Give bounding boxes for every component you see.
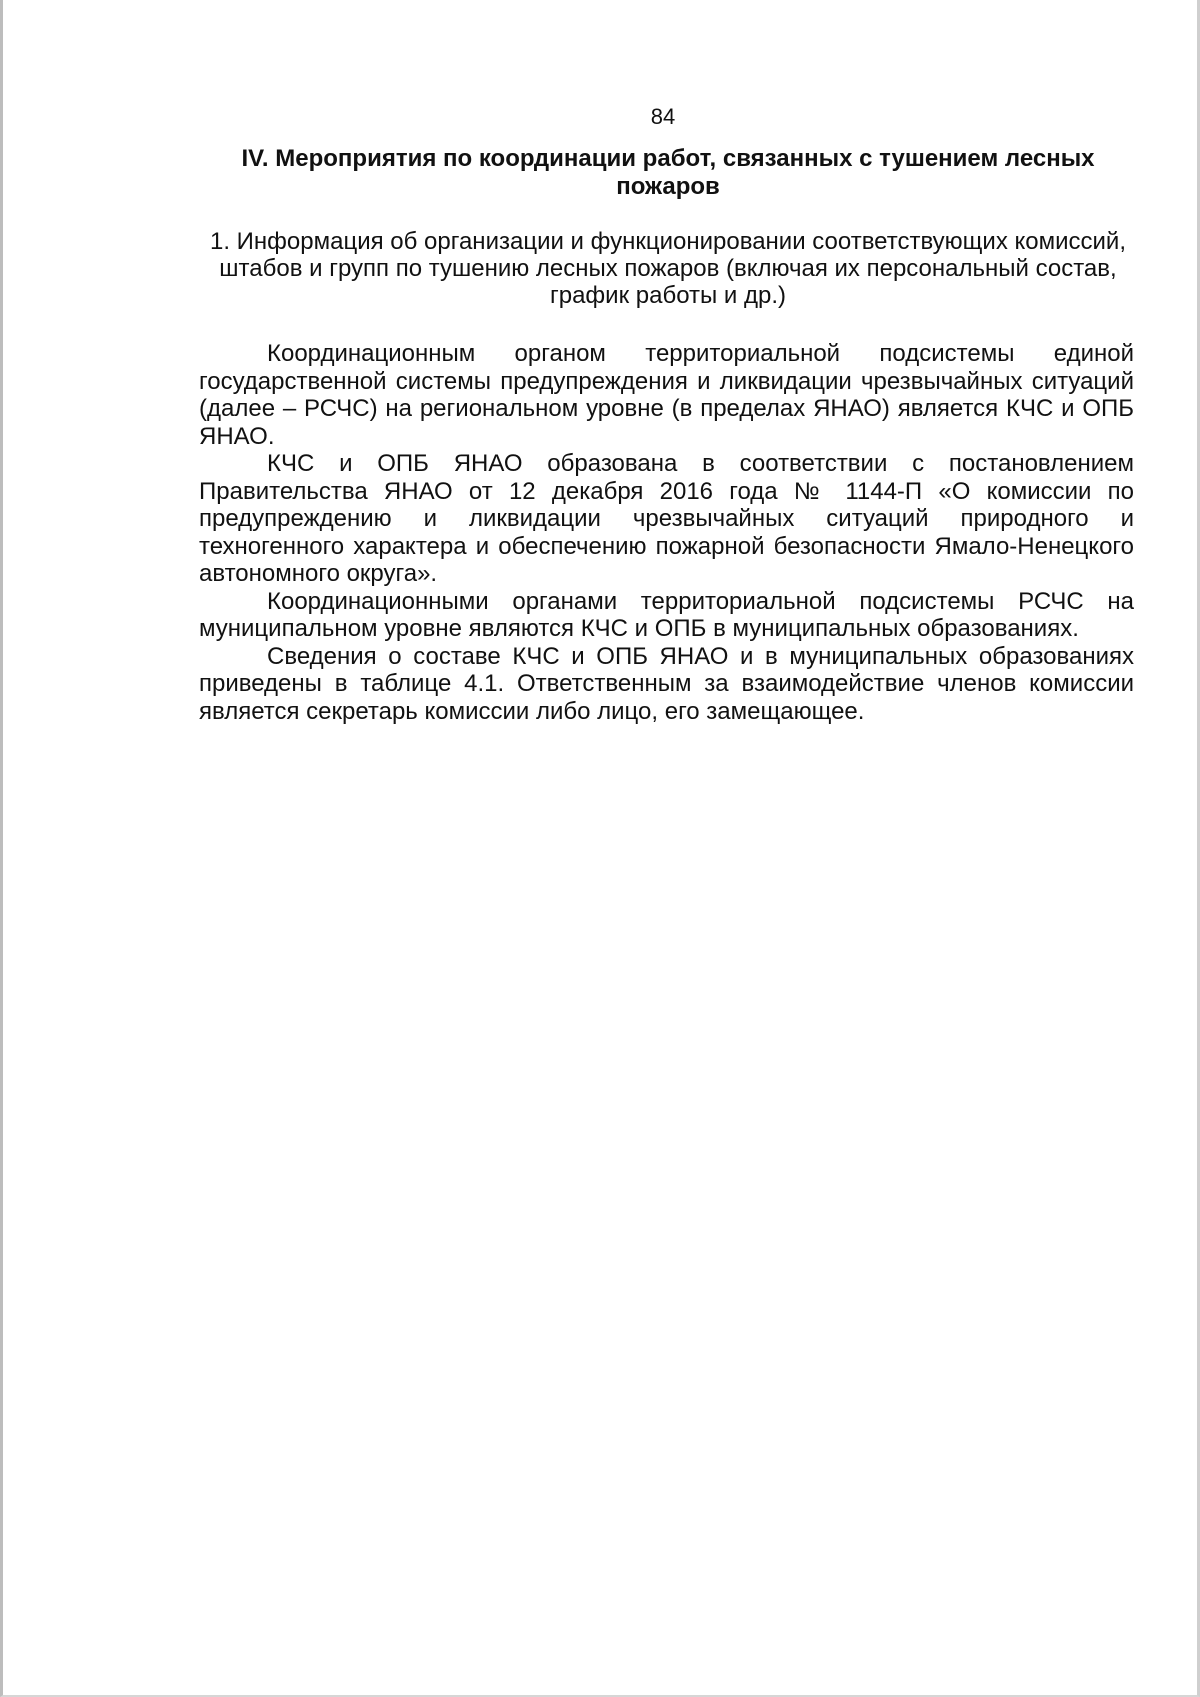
paragraph: Координационным органом территориальной подсистемы единой государственной системы предупреждения и ликвидации чрезвычайных ситуаций (далее – РСЧС) на региональном уровне (в пределах ЯНАО) является КЧС и ОПБ ЯНАО.	[199, 340, 1134, 450]
paragraph: КЧС и ОПБ ЯНАО образована в соответствии с постановлением Правительства ЯНАО от 12 декабря 2016 года № 1144-П «О комиссии по предупреждению и ликвидации чрезвычайных ситуаций природного и техногенного характера и обеспечению пожарной безопасности Ямало-Ненецкого автономного округа».	[199, 450, 1134, 587]
section-title: IV. Мероприятия по координации работ, связанных с тушением лесных пожаров	[241, 145, 1095, 200]
paragraph: Координационными органами территориальной подсистемы РСЧС на муниципальном уровне являются КЧС и ОПБ в муниципальных образованиях.	[199, 587, 1134, 642]
subsection-title: 1. Информация об организации и функционировании соответствующих комиссий, штабов и групп по тушению лесных пожаров (включая их персональный состав, график работы и др.)	[209, 228, 1126, 309]
body-text	[199, 340, 1134, 725]
paragraph: Сведения о составе КЧС и ОПБ ЯНАО и в муниципальных образованиях приведены в таблице 4.1. Ответственным за взаимодействие членов комиссии является секретарь комиссии либо лицо, его замещающее.	[199, 642, 1134, 725]
page-number: 84	[650, 104, 676, 129]
